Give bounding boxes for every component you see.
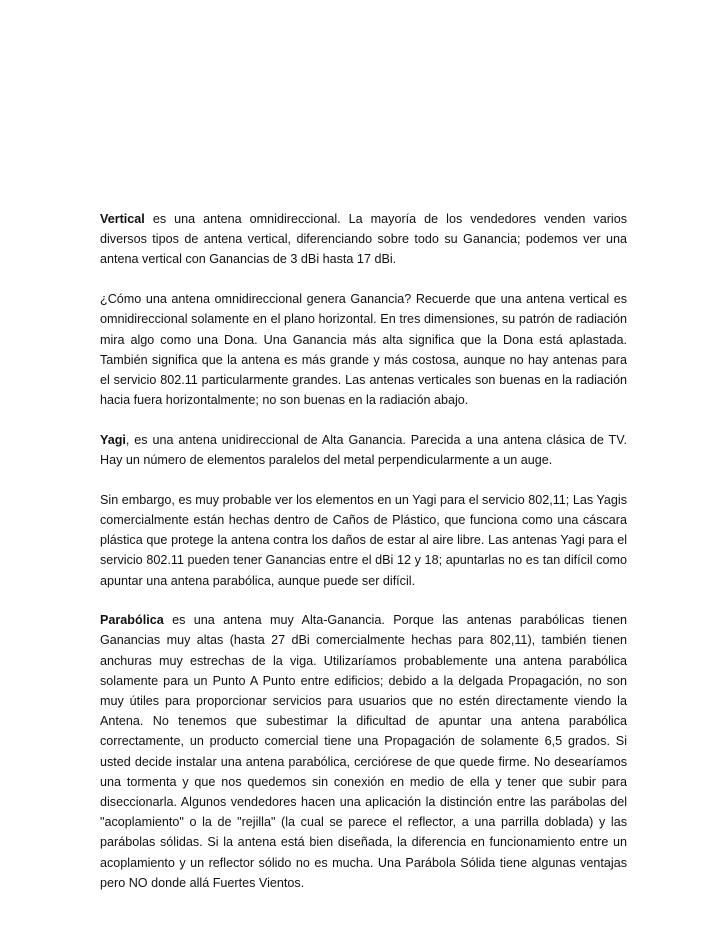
paragraph-yagi — [100, 430, 627, 470]
paragraph-yagi-details — [100, 490, 627, 591]
paragraph-text: es una antena omnidireccional. La mayoría de los vendedores venden varios diversos tipos de antena vertical, diferenciando sobre todo su Ganancia; podemos ver una antena vertical con Ganancias de 3 dBi hasta 17 dBi. — [100, 212, 627, 267]
document-page — [100, 209, 627, 913]
term-heading: Yagi — [100, 432, 126, 447]
paragraph-text: Sin embargo, es muy probable ver los elementos en un Yagi para el servicio 802,11; Las Yagis comercialmente están hechas dentro de Caños de Plástico, que funciona como una cáscara plástica que protege la antena contra los daños de estar al aire libre. Las antenas Yagi para el servicio 802.11 pueden tener Ganancias entre el dBi 12 y 18; apuntarlas no es tan difícil como apuntar una antena parabólica, aunque puede ser difícil. — [100, 492, 627, 588]
paragraph-text: es una antena muy Alta-Ganancia. Porque las antenas parabólicas tienen Ganancias muy altas (hasta 27 dBi comercialmente hechas para 802,11), también tienen anchuras muy estrechas de la viga. Utilizaríamos probablemente una antena parabólica solamente para un Punto A Punto entre edificios; debido a la delgada Propagación, no son muy útiles para proporcionar servicios para usuarios que no estén directamente viendo la Antena. No tenemos que subestimar la dificultad de apuntar una antena parabólica correctamente, un producto comercial tiene una Propagación de solamente 6,5 grados. Si usted decide instalar una antena parabólica, cerciórese de que quede firme. No desearíamos una tormenta y que nos quedemos sin conexión en medio de ella y tener que subir para diseccionarla. Algunos vendedores hacen una aplicación la distinción entre las parábolas del "acoplamiento" o la de "rejilla" (la cual se parece el reflector, a una parrilla doblada) y las parábolas sólidas. Si la antena está bien diseñada, la diferencia en funcionamiento entre un acoplamiento y un reflector sólido no es mucha. Una Parábola Sólida tiene algunas ventajas pero NO donde allá Fuertes Vientos. — [100, 613, 627, 890]
paragraph-vertical — [100, 209, 627, 270]
paragraph-text: , es una antena unidireccional de Alta Ganancia. Parecida a una antena clásica de TV. Hay un número de elementos paralelos del metal perpendicularmente a un auge. — [100, 432, 627, 468]
term-heading: Parabólica — [100, 613, 164, 628]
paragraph-parabolic — [100, 610, 627, 893]
term-heading: Vertical — [100, 212, 145, 226]
paragraph-text: ¿Cómo una antena omnidireccional genera Ganancia? Recuerde que una antena vertical es omnidireccional solamente en el plano horizontal. En tres dimensiones, su patrón de radiación mira algo como una Dona. Una Ganancia más alta significa que la Dona está aplastada. También significa que la antena es más grande y más costosa, aunque no hay antenas para el servicio 802.11 particularmente grandes. Las antenas verticales son buenas en la radiación hacia fuera horizontalmente; no son buenas en la radiación abajo. — [100, 292, 627, 408]
paragraph-omnidirectional-gain — [100, 289, 627, 410]
